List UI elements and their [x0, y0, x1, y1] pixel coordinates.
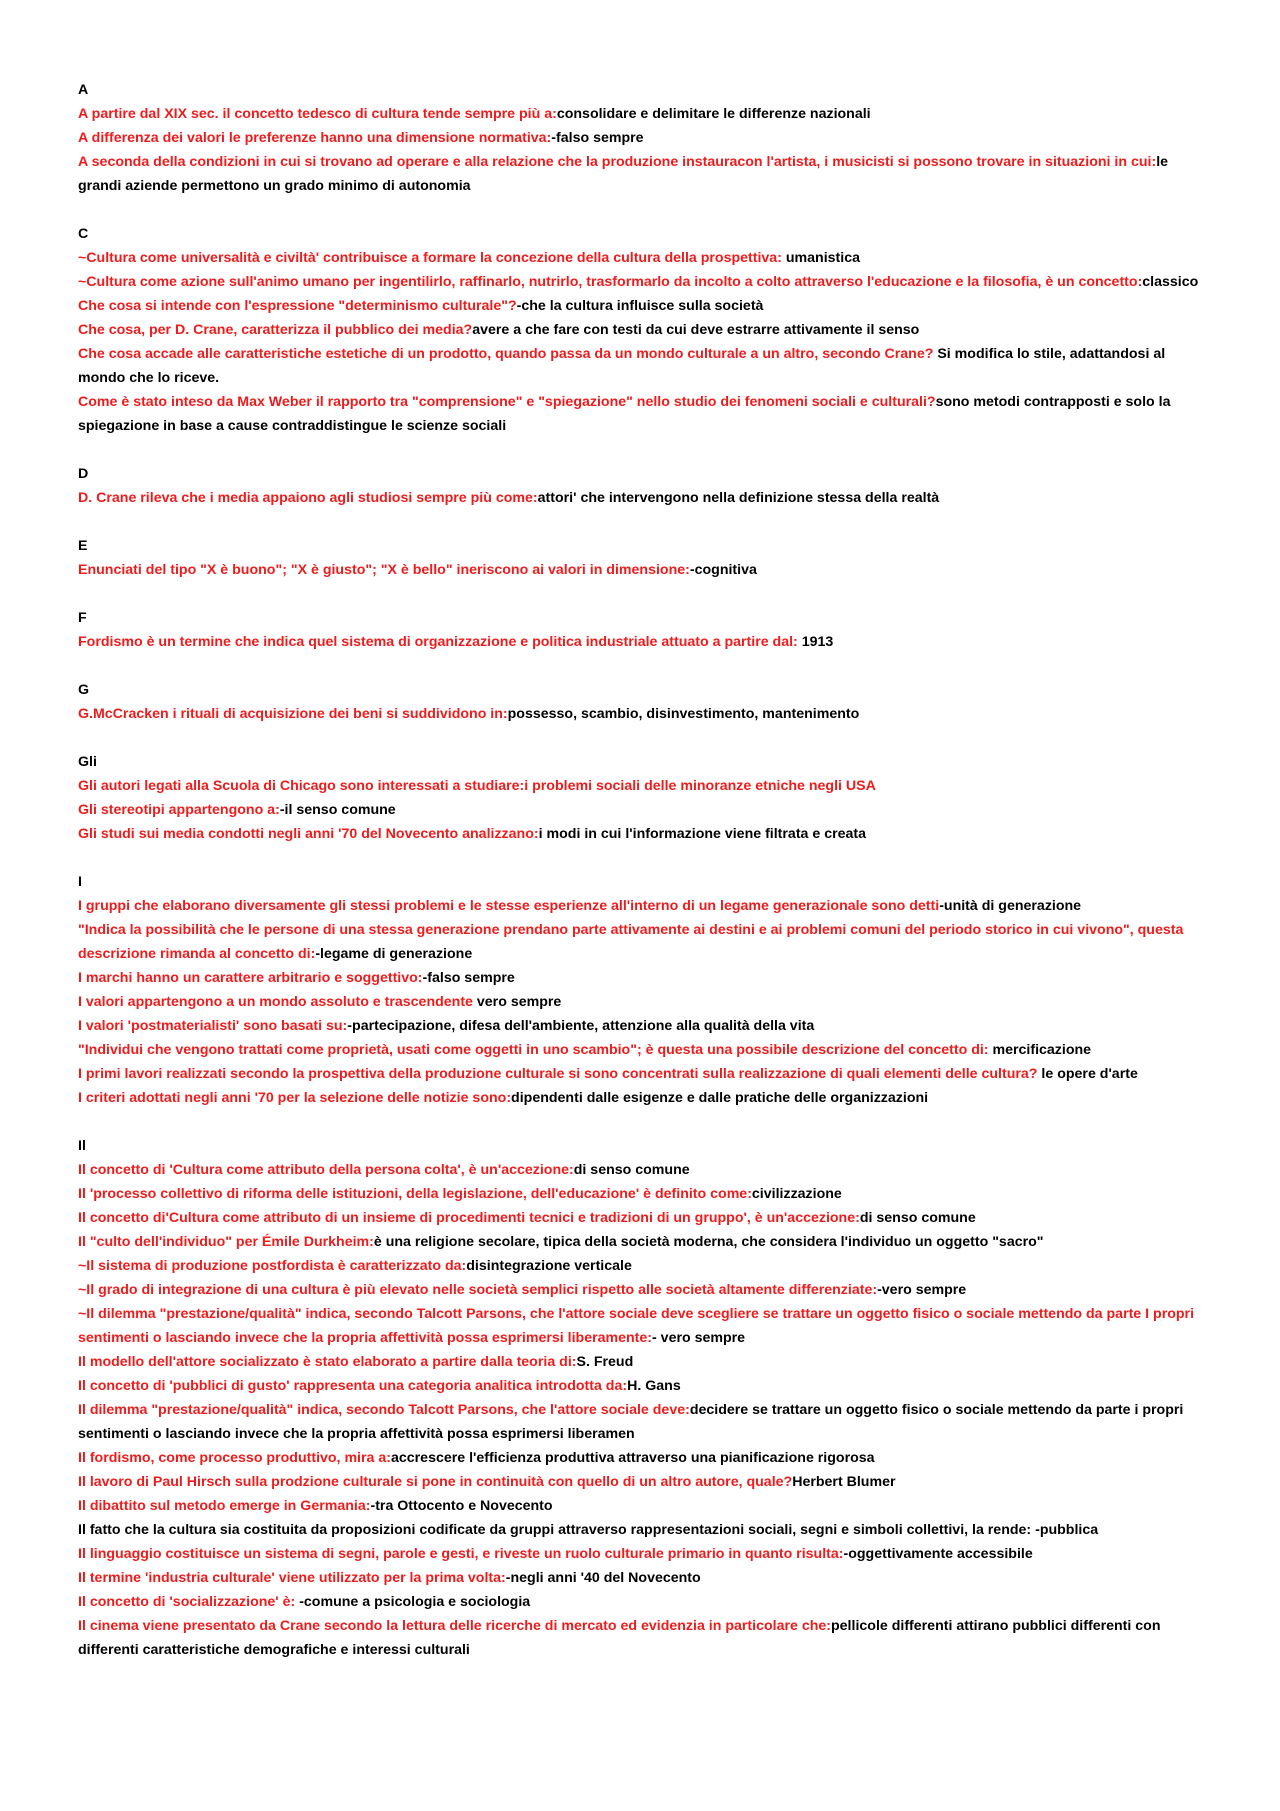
answer-text: Si modifica lo stile, adattandosi al mondo che lo riceve.	[78, 346, 1166, 386]
answer-text: -unità di generazione	[939, 898, 1082, 914]
qa-item	[78, 1446, 1213, 1470]
section	[78, 534, 1213, 582]
answer-text: mercificazione	[992, 1042, 1092, 1058]
answer-text: -partecipazione, difesa dell'ambiente, attenzione alla qualità della vita	[347, 1018, 815, 1034]
question-text: I primi lavori realizzati secondo la prospettiva della produzione culturale si sono concentrati sulla realizzazione di quali elementi delle cultura?	[78, 1066, 1042, 1082]
qa-item	[78, 150, 1213, 198]
section-letter: F	[78, 610, 87, 626]
qa-item	[78, 1182, 1213, 1206]
question-text: Che cosa, per D. Crane, caratterizza il pubblico dei media?	[78, 322, 473, 338]
section	[78, 222, 1213, 438]
question-text: Il fordismo, come processo produttivo, mira a:	[78, 1450, 391, 1466]
question-text: A seconda della condizioni in cui si trovano ad operare e alla relazione che la produzione instauracon l'artista, i musicisti si possono trovare in situazioni in cui:	[78, 154, 1157, 170]
qa-item	[78, 1566, 1213, 1590]
section-letter: I	[78, 874, 82, 890]
question-text: D. Crane rileva che i media appaiono agli studiosi sempre più come:	[78, 490, 538, 506]
answer-text: avere a che fare con testi da cui deve estrarre attivamente il senso	[472, 322, 920, 338]
question-text: ~Cultura come azione sull'animo umano per ingentilirlo, raffinarlo, nutrirlo, trasformarlo da incolto a colto attraverso l'educazione e la filosofia, è un concetto:	[78, 274, 1143, 290]
section	[78, 462, 1213, 510]
answer-text: dipendenti dalle esigenze e dalle pratiche delle organizzazioni	[511, 1090, 929, 1106]
answer-text: pellicole differenti attirano pubblici differenti con differenti caratteristiche demografiche e interessi culturali	[78, 1618, 1161, 1658]
qa-item	[78, 1014, 1213, 1038]
answer-text: 1913	[801, 634, 834, 650]
answer-text: le grandi aziende permettono un grado minimo di autonomia	[78, 154, 1169, 194]
question-text: I valori 'postmaterialisti' sono basati su:	[78, 1018, 348, 1034]
answer-text: -vero sempre	[877, 1282, 967, 1298]
question-text: Il concetto di 'Cultura come attributo della persona colta', è un'accezione:	[78, 1162, 574, 1178]
question-text: Il termine 'industria culturale' viene utilizzato per la prima volta:	[78, 1570, 506, 1586]
answer-text: -comune a psicologia e sociologia	[299, 1594, 531, 1610]
question-text: I criteri adottati negli anni '70 per la selezione delle notizie sono:	[78, 1090, 512, 1106]
section-letter: E	[78, 538, 88, 554]
qa-item	[78, 1230, 1213, 1254]
qa-item	[78, 294, 1213, 318]
qa-item	[78, 702, 1213, 726]
answer-text: -cognitiva	[689, 562, 757, 578]
qa-item	[78, 1614, 1213, 1662]
qa-item	[78, 126, 1213, 150]
question-text: I marchi hanno un carattere arbitrario e soggettivo:	[78, 970, 423, 986]
answer-text: -tra Ottocento e Novecento	[370, 1498, 553, 1514]
question-text: A partire dal XIX sec. il concetto tedesco di cultura tende sempre più a:	[78, 106, 557, 122]
answer-text: - vero sempre	[652, 1330, 746, 1346]
qa-item	[78, 822, 1213, 846]
section-letter: A	[78, 82, 89, 98]
answer-text: di senso comune	[859, 1210, 976, 1226]
question-text: Gli autori legati alla Scuola di Chicago sono interessati a studiare:i problemi sociali delle minoranze etniche negli USA	[78, 778, 876, 794]
section	[78, 678, 1213, 726]
question-text: G.McCracken i rituali di acquisizione dei beni si suddividono in:	[78, 706, 508, 722]
section	[78, 870, 1213, 1110]
answer-text: vero sempre	[476, 994, 562, 1010]
qa-item	[78, 1470, 1213, 1494]
question-text: Fordismo è un termine che indica quel sistema di organizzazione e politica industriale attuato a partire dal:	[78, 634, 802, 650]
question-text: Il concetto di 'socializzazione' è:	[78, 1594, 300, 1610]
question-text: Enunciati del tipo "X è buono"; "X è giusto"; "X è bello" ineriscono ai valori in dimensione:	[78, 562, 690, 578]
question-text: ~Il grado di integrazione di una cultura è più elevato nelle società semplici rispetto alle società altamente differenziate:	[78, 1282, 878, 1298]
question-text: Come è stato inteso da Max Weber il rapporto tra "comprensione" e "spiegazione" nello studio dei fenomeni sociali e culturali?	[78, 394, 936, 410]
answer-text: le opere d'arte	[1041, 1066, 1138, 1082]
qa-item	[78, 102, 1213, 126]
qa-item	[78, 390, 1213, 438]
question-text: I valori appartengono a un mondo assoluto e trascendente	[78, 994, 477, 1010]
question-text: A differenza dei valori le preferenze hanno una dimensione normativa:	[78, 130, 552, 146]
question-text: ~Il dilemma "prestazione/qualità" indica, secondo Talcott Parsons, che l'attore sociale deve scegliere se trattare un oggetto fisico o sociale mettendo da parte I propri sentimenti o lasciando invece che la propria affettività possa esprimersi liberamente:	[78, 1306, 1195, 1346]
qa-item	[78, 1350, 1213, 1374]
qa-item	[78, 1206, 1213, 1230]
qa-item	[78, 1374, 1213, 1398]
answer-text: -falso sempre	[422, 970, 515, 986]
qa-item	[78, 630, 1213, 654]
answer-text: -negli anni '40 del Novecento	[505, 1570, 701, 1586]
answer-text: i modi in cui l'informazione viene filtrata e creata	[538, 826, 867, 842]
qa-item	[78, 798, 1213, 822]
qa-item	[78, 1494, 1213, 1518]
section	[78, 1134, 1213, 1662]
question-text: Il concetto di 'pubblici di gusto' rappresenta una categoria analitica introdotta da:	[78, 1378, 628, 1394]
qa-item	[78, 270, 1213, 294]
answer-text: consolidare e delimitare le differenze nazionali	[556, 106, 871, 122]
qa-item	[78, 1254, 1213, 1278]
qa-item	[78, 918, 1213, 966]
qa-item	[78, 966, 1213, 990]
answer-text: disintegrazione verticale	[466, 1258, 632, 1274]
qa-item	[78, 1398, 1213, 1446]
question-text: Il modello dell'attore socializzato è stato elaborato a partire dalla teoria di:	[78, 1354, 577, 1370]
answer-text: Il fatto che la cultura sia costituita da proposizioni codificate da gruppi attraverso rappresentazioni sociali, segni e simboli collettivi, la rende: -pubblica	[78, 1522, 1099, 1538]
question-text: Gli stereotipi appartengono a:	[78, 802, 280, 818]
answer-text: -oggettivamente accessibile	[843, 1546, 1033, 1562]
qa-item	[78, 1542, 1213, 1566]
qa-item	[78, 318, 1213, 342]
qa-item	[78, 990, 1213, 1014]
question-text: Il concetto di'Cultura come attributo di un insieme di procedimenti tecnici e tradizioni di un gruppo', è un'accezione:	[78, 1210, 860, 1226]
qa-item	[78, 342, 1213, 390]
question-text: Il dibattito sul metodo emerge in Germania:	[78, 1498, 371, 1514]
qa-item	[78, 1302, 1213, 1350]
answer-text: S. Freud	[576, 1354, 634, 1370]
question-text: "Individui che vengono trattati come proprietà, usati come oggetti in uno scambio"; è questa una possibile descrizione del concetto di:	[78, 1042, 993, 1058]
qa-item	[78, 1038, 1213, 1062]
section-letter: Il	[78, 1138, 86, 1154]
qa-item	[78, 558, 1213, 582]
section-letter: G	[78, 682, 90, 698]
answer-text: -legame di generazione	[315, 946, 473, 962]
section	[78, 750, 1213, 846]
answer-text: Herbert Blumer	[792, 1474, 896, 1490]
qa-item	[78, 1158, 1213, 1182]
qa-item	[78, 774, 1213, 798]
answer-text: di senso comune	[573, 1162, 690, 1178]
question-text: Il linguaggio costituisce un sistema di segni, parole e gesti, e riveste un ruolo culturale primario in quanto risulta:	[78, 1546, 844, 1562]
question-text: Il dilemma "prestazione/qualità" indica, secondo Talcott Parsons, che l'attore sociale deve:	[78, 1402, 690, 1418]
question-text: I gruppi che elaborano diversamente gli stessi problemi e le stesse esperienze all'interno di un legame generazionale sono detti	[78, 898, 940, 914]
qa-item	[78, 1062, 1213, 1086]
question-text: Il "culto dell'individuo" per Émile Durkheim:	[78, 1234, 374, 1250]
section	[78, 606, 1213, 654]
answer-text: -che la cultura influisce sulla società	[516, 298, 764, 314]
answer-text: classico	[1142, 274, 1199, 290]
answer-text: -il senso comune	[279, 802, 396, 818]
qa-item	[78, 894, 1213, 918]
question-text: "Indica la possibilità che le persone di una stessa generazione prendano parte attivamente ai destini e ai problemi comuni del periodo storico in cui vivono", questa descrizione rimanda al concetto di:	[78, 922, 1184, 962]
question-text: Il cinema viene presentato da Crane secondo la lettura delle ricerche di mercato ed evidenzia in particolare che:	[78, 1618, 831, 1634]
section-letter: C	[78, 226, 89, 242]
answer-text: umanistica	[785, 250, 860, 266]
question-text: ~Cultura come universalità e civiltà' contribuisce a formare la concezione della cultura della prospettiva:	[78, 250, 786, 266]
question-text: Il lavoro di Paul Hirsch sulla prodzione culturale si pone in continuità con quello di un altro autore, quale?	[78, 1474, 793, 1490]
qa-item	[78, 246, 1213, 270]
question-text: Che cosa si intende con l'espressione "determinismo culturale"?	[78, 298, 517, 314]
answer-text: è una religione secolare, tipica della società moderna, che considera l'individuo un oggetto "sacro"	[373, 1234, 1044, 1250]
answer-text: accrescere l'efficienza produttiva attraverso una pianificazione rigorosa	[390, 1450, 875, 1466]
qa-item	[78, 486, 1213, 510]
qa-item	[78, 1086, 1213, 1110]
answer-text: -falso sempre	[551, 130, 644, 146]
qa-item	[78, 1518, 1213, 1542]
section	[78, 78, 1213, 198]
qa-item	[78, 1590, 1213, 1614]
answer-text: sono metodi contrapposti e solo la spiegazione in base a cause contraddistingue le scienze sociali	[78, 394, 1171, 434]
question-text: ~Il sistema di produzione postfordista è caratterizzato da:	[78, 1258, 467, 1274]
section-letter: Gli	[78, 754, 97, 770]
question-text: Gli studi sui media condotti negli anni '70 del Novecento analizzano:	[78, 826, 539, 842]
question-text: Che cosa accade alle caratteristiche estetiche di un prodotto, quando passa da un mondo culturale a un altro, secondo Crane?	[78, 346, 938, 362]
answer-text: decidere se trattare un oggetto fisico o sociale mettendo da parte i propri sentimenti o lasciando invece che la propria affettività possa esprimersi liberamen	[78, 1402, 1184, 1442]
section-letter: D	[78, 466, 89, 482]
qa-item	[78, 1278, 1213, 1302]
document-page	[78, 78, 1213, 1686]
question-text: Il 'processo collettivo di riforma delle istituzioni, della legislazione, dell'educazione' è definito come:	[78, 1186, 752, 1202]
answer-text: civilizzazione	[751, 1186, 842, 1202]
answer-text: H. Gans	[627, 1378, 681, 1394]
answer-text: possesso, scambio, disinvestimento, mantenimento	[507, 706, 860, 722]
answer-text: attori' che intervengono nella definizione stessa della realtà	[537, 490, 940, 506]
